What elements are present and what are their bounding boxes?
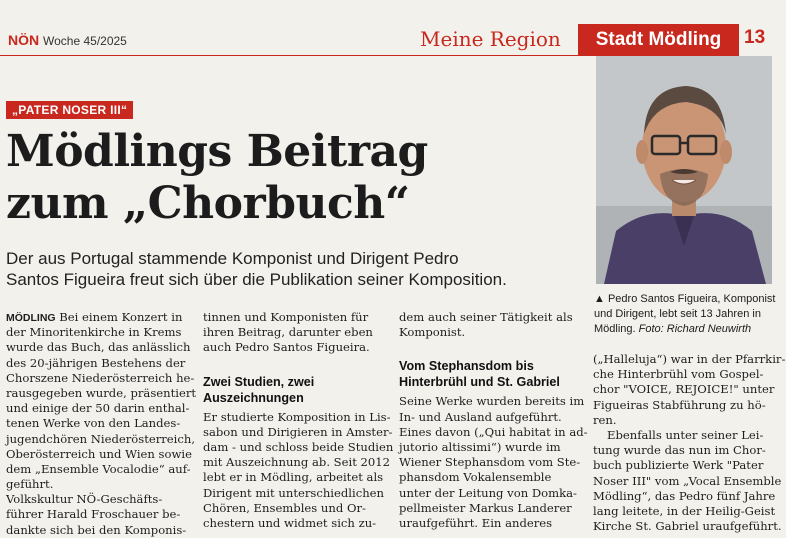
lead-line-1: Der aus Portugal stammende Komponist und Dirigent Pedro [6,249,459,268]
text-line: des 20-jährigen Bestehens der [6,355,186,370]
text-line: buch publizierte Werk "Pater [593,458,764,473]
text-line: chestern und widmet sich zu- [203,515,377,530]
text-line: mit Auszeichnung ab. Seit 2012 [203,455,391,470]
section-title: Meine Region [420,27,561,51]
text-line: sabon und Dirigieren in Amster- [203,424,393,439]
spacer [399,340,591,358]
text-line: tinnen und Komponisten für [203,310,369,324]
text-line: dam - und schloss beide Studien [203,439,394,454]
photo-caption [594,292,780,337]
text-line: Dirigent mit unterschiedlichen [203,485,384,500]
kicker-label: „PATER NOSER III“ [6,101,133,119]
text-line: auch Pedro Santos Figueira. [203,340,370,355]
text-line: Noser III" vom „Vocal Ensemble [593,473,782,488]
text-line: rausgegeben wurde, präsentiert [6,385,197,400]
article-column-4 [593,352,786,534]
text-line: dem auch seiner Tätigkeit als [399,310,573,324]
headline-line-2: zum „Chorbuch“ [6,178,410,229]
text-line: pellmeister Markus Landerer [399,500,572,515]
text-line: geführt. [6,477,54,492]
page-number: 13 [744,27,766,48]
subheading-1-line-2: Auszeichnungen [203,390,304,405]
text-line: uraufgeführt. Ein anderes [399,515,553,530]
text-line: ren. [593,412,617,427]
text-line: ihren Beitrag, darunter eben [203,325,373,340]
spacer [203,356,396,374]
caption-credit: Foto: Richard Neuwirth [638,323,752,335]
text-line: dankte sich bei den Komponis- [6,522,187,537]
text-line: Chören, Ensembles und Or- [203,500,366,515]
subheading-1-line-1: Zwei Studien, zwei [203,374,315,389]
text-line: Ebenfalls unter seiner Lei- [607,427,764,442]
caption-arrow-icon: ▲ [594,293,605,305]
text-line: Eines davon („Qui habitat in ad- [399,424,588,439]
article-column-2 [203,310,396,531]
text-line: der Minoritenkirche in Krems [6,325,182,340]
brand-logo: NÖN [8,32,40,48]
text-line [6,310,201,325]
portrait-photo [596,56,772,284]
text-line: Wiener Stephansdom vom Ste- [399,455,581,470]
portrait-illustration [596,56,772,284]
text-line: Er studierte Komposition in Lis- [203,409,391,424]
text-line: chor "VOICE, REJOICE!" unter [593,382,775,397]
dateline: MÖDLING [6,312,56,324]
subheading-2-line-2: Hinterbrühl und St. Gabriel [399,375,560,390]
article-column-1 [6,310,201,538]
text-line: unter der Leitung von Domka- [399,485,577,500]
text-line: lang leitete, in der Heilig-Geist [593,503,776,518]
article-column-3 [399,310,591,531]
text-line: dem „Ensemble Vocalodie“ auf- [6,461,191,476]
text-line: und einige der 50 darin enthal- [6,401,190,416]
text-line: Seine Werke wurden bereits im [399,394,585,409]
city-label: Stadt Mödling [578,24,739,56]
text-line: In- und Ausland aufgeführt. [399,409,562,424]
text-line: tenen Werke von den Landes- [6,416,181,431]
text-line: wurde das Buch, das anlässlich [6,340,191,355]
text-line: führer Harald Froschauer be- [6,507,181,522]
text-line: Volkskultur NÖ-Geschäfts- [6,492,163,507]
masthead-rule [0,55,578,56]
text-line: phansdom Vokalensemble [399,470,552,485]
text-fragment: Bei einem Konzert in [55,310,183,324]
text-line: Figueiras Stabführung zu hö- [593,397,766,412]
text-line: Oberösterreich und Wien sowie [6,446,192,461]
subheading-2-line-1: Vom Stephansdom bis [399,359,534,374]
text-line: lebt er in Mödling, arbeitet als [203,470,384,485]
issue-week: Woche 45/2025 [43,34,127,48]
text-line: Mödling“, das Pedro fünf Jahre [593,488,776,503]
text-line: („Halleluja“) war in der Pfarrkir- [593,352,786,366]
text-line: jugendchören Niederösterreich, [6,431,196,446]
text-line: che Hinterbrühl vom Gospel- [593,367,764,382]
text-line: Chorszene Niederösterreich he- [6,370,195,385]
text-line: jutorio altissimi“) wurde im [399,439,561,454]
headline-line-1: Mödlings Beitrag [6,126,428,177]
lead-line-2: Santos Figueira freut sich über die Publikation seiner Komposition. [6,270,507,289]
text-line: tung wurde das nun im Chor- [593,443,766,458]
caption-text: Pedro Santos Figueira, Komponist und Dirigent, lebt seit 13 Jahren in Mödling. [594,293,776,335]
text-line: Kirche St. Gabriel uraufgeführt. [593,519,782,534]
text-line: Komponist. [399,325,466,340]
